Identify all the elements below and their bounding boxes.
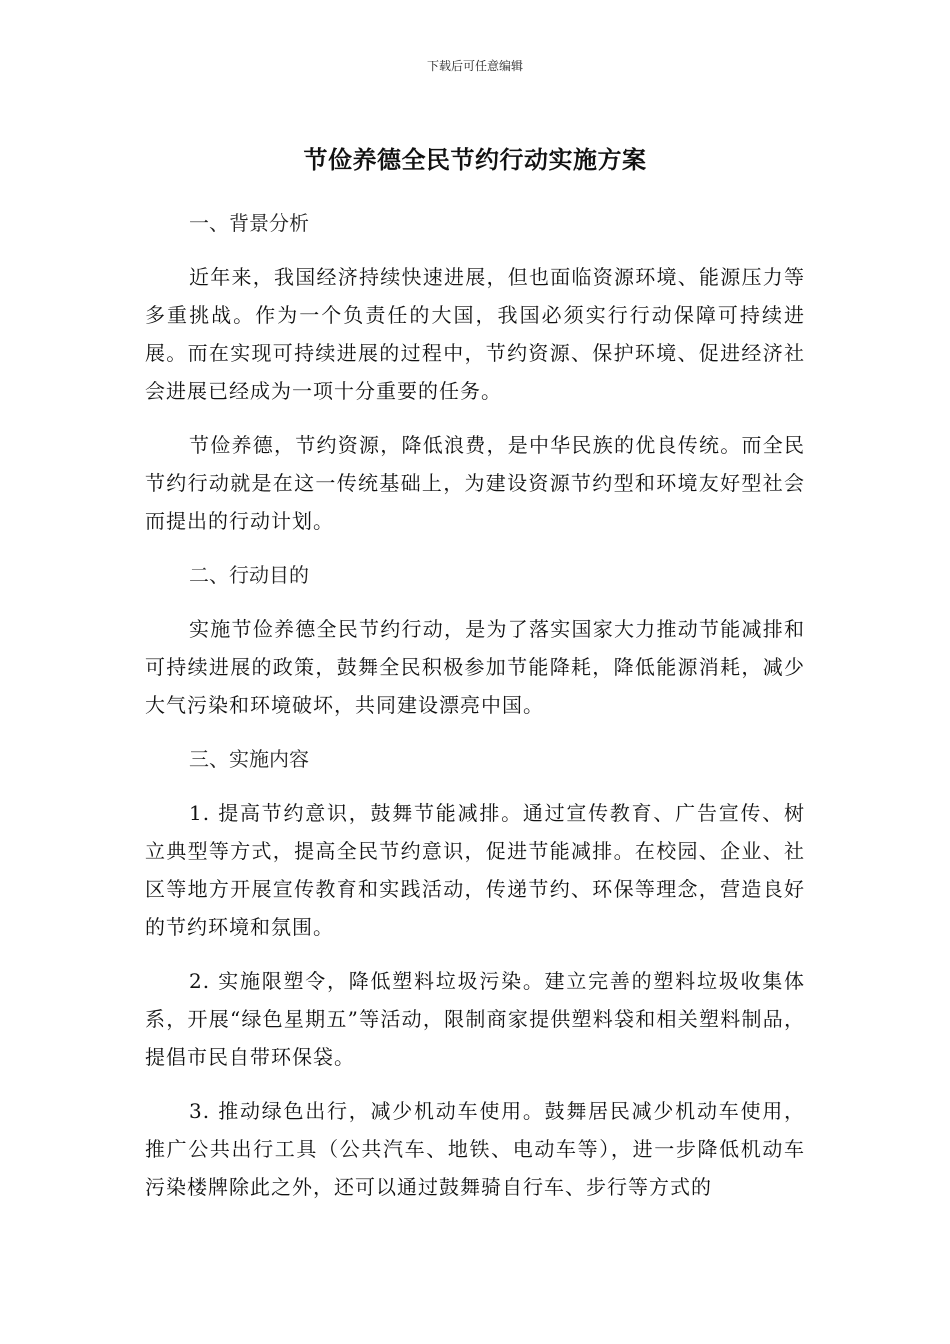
- document-title: 节俭养德全民节约行动实施方案: [303, 146, 647, 174]
- section-heading-background: 一、背景分析: [189, 211, 309, 235]
- list-item-paragraph: 1. 提高节约意识，鼓舞节能减排。通过宣传教育、广告宣传、树立典型等方式，提高全民节约意识，促进节能减排。在校园、企业、社区等地方开展宣传教育和实践活动，传递节约、环保等理念，营造良好的节约环境和氛围。: [145, 801, 805, 939]
- paragraph: 节俭养德，节约资源，降低浪费，是中华民族的优良传统。而全民节约行动就是在这一传统基础上，为建设资源节约型和环境友好型社会而提出的行动计划。: [145, 433, 805, 533]
- section-heading-purpose: 二、行动目的: [189, 563, 309, 587]
- document-body: [145, 204, 805, 1222]
- list-item-paragraph: 2. 实施限塑令，降低塑料垃圾污染。建立完善的塑料垃圾收集体系，开展“绿色星期五”等活动，限制商家提供塑料袋和相关塑料制品，提倡市民自带环保袋。: [145, 969, 805, 1069]
- paragraph: 近年来，我国经济持续快速进展，但也面临资源环境、能源压力等多重挑战。作为一个负责任的大国，我国必须实行行动保障可持续进展。而在实现可持续进展的过程中，节约资源、保护环境、促进经济社会进展已经成为一项十分重要的任务。: [145, 265, 805, 403]
- list-item-paragraph: 3. 推动绿色出行，减少机动车使用。鼓舞居民减少机动车使用，推广公共出行工具（公共汽车、地铁、电动车等），进一步降低机动车污染楼牌除此之外，还可以通过鼓舞骑自行车、步行等方式的: [145, 1099, 805, 1199]
- section-heading-content: 三、实施内容: [189, 747, 309, 771]
- page-header-note: 下载后可任意编辑: [426, 59, 523, 73]
- paragraph: 实施节俭养德全民节约行动，是为了落实国家大力推动节能减排和可持续进展的政策，鼓舞全民积极参加节能降耗，降低能源消耗，减少大气污染和环境破坏，共同建设漂亮中国。: [145, 617, 805, 717]
